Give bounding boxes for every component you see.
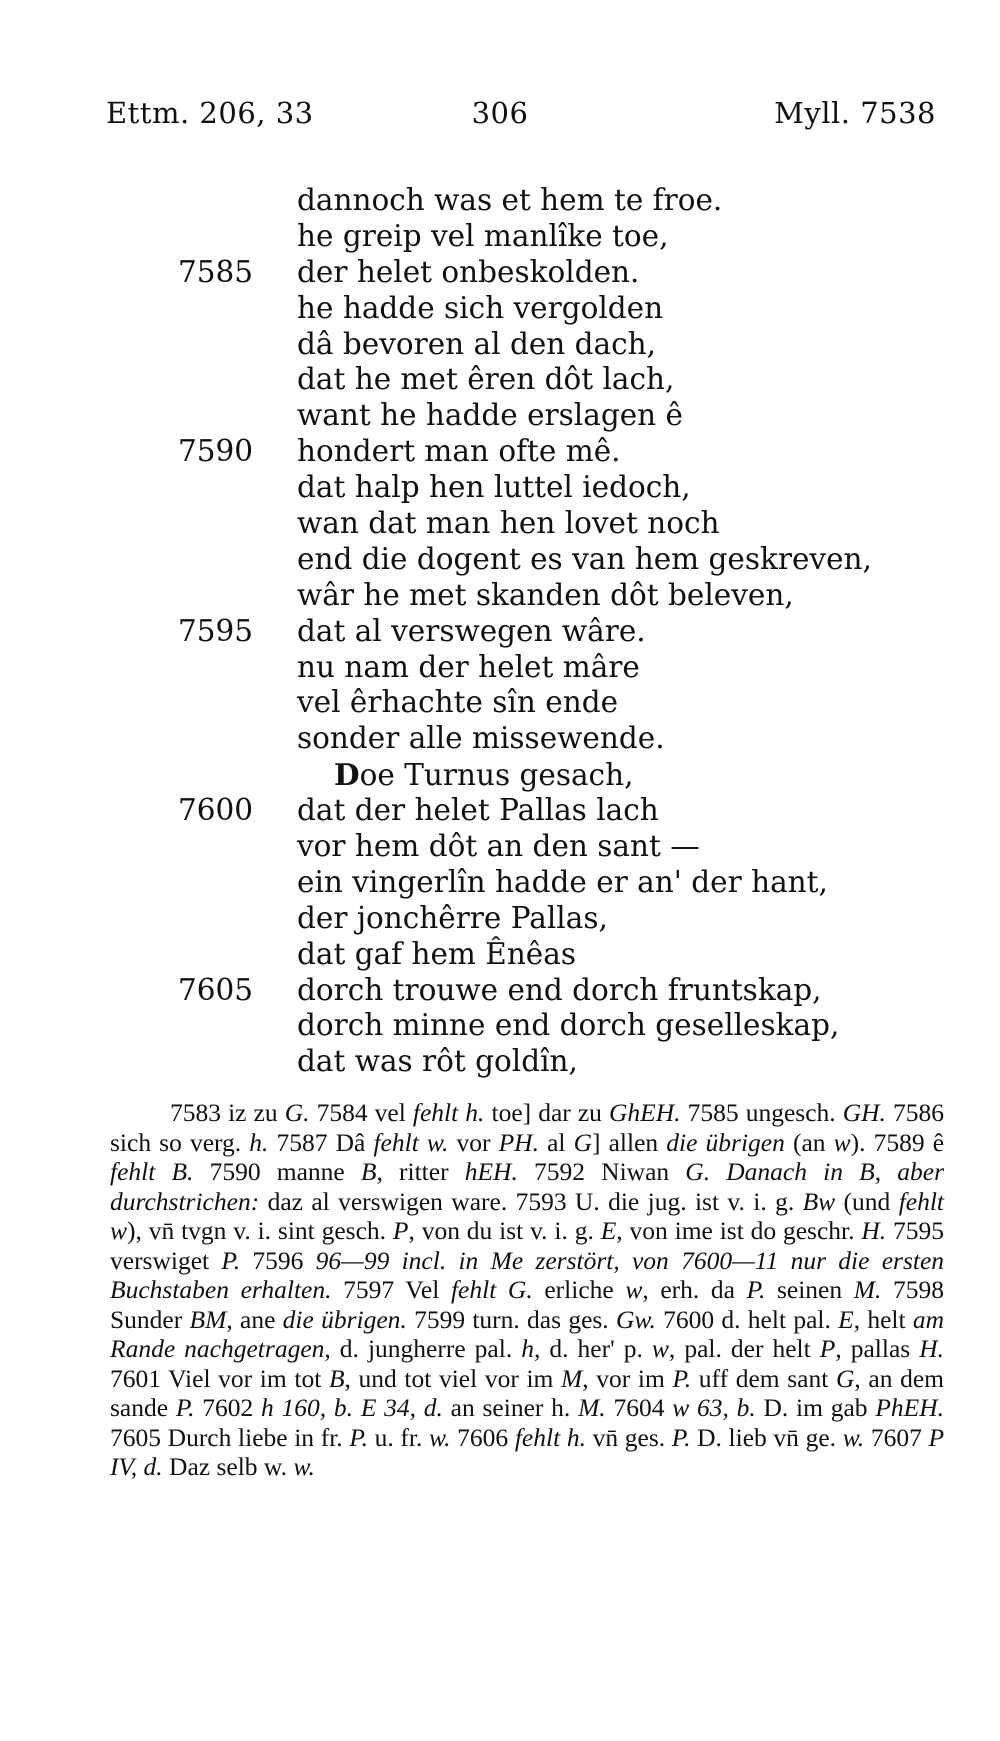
verse-line: [0, 650, 1000, 686]
verse-line: [0, 865, 1000, 901]
verse-line: [0, 291, 1000, 327]
verse-text-line: [334, 757, 633, 792]
verse-text-line: dorch minne end dorch geselleskap,: [297, 1008, 840, 1043]
verse-line: [0, 506, 1000, 542]
verse-text-line: dorch trouwe end dorch fruntskap,: [297, 972, 822, 1007]
verse-text-line: wan dat man hen lovet noch: [297, 506, 720, 541]
page-number: 306: [471, 96, 529, 130]
verse-line: [0, 327, 1000, 363]
verse-line: [0, 937, 1000, 973]
verse-line: [0, 973, 1000, 1009]
verse-text-line: dat he met êren dôt lach,: [297, 362, 675, 397]
verse-line: [0, 901, 1000, 937]
line-number: 7600: [178, 793, 254, 828]
verse-line: [0, 542, 1000, 578]
verse-line: [0, 434, 1000, 470]
line-number: 7590: [178, 434, 254, 469]
verse-text-line: ein vingerlîn hadde er an' der hant,: [297, 864, 828, 899]
verse-text-line: he greip vel manlîke toe,: [297, 218, 669, 253]
verse-line: [0, 721, 1000, 757]
verse-text-line: vor hem dôt an den sant —: [297, 829, 700, 864]
verse-line: [0, 614, 1000, 650]
verse-text-line: dat gaf hem Ênêas: [297, 936, 576, 971]
verse-line: [0, 793, 1000, 829]
verse-line: [0, 578, 1000, 614]
initial-capital: D: [334, 757, 360, 793]
verse-text-line: dannoch was et hem te froe.: [297, 183, 723, 217]
verse-line: [0, 757, 1000, 793]
line-number: 7585: [178, 254, 254, 289]
verse-line: [0, 685, 1000, 721]
verse-text-rest: oe Turnus gesach,: [359, 758, 634, 793]
verse-line: [0, 1044, 1000, 1080]
verse-text-line: sonder alle missewende.: [297, 721, 665, 756]
verse-text-line: dat halp hen luttel iedoch,: [297, 470, 691, 505]
line-number: 7605: [178, 972, 254, 1007]
verse-text-line: want he hadde erslagen ê: [297, 398, 683, 433]
verse-text-line: he hadde sich vergolden: [297, 290, 664, 325]
critical-apparatus: [110, 1098, 944, 1482]
verse-text-line: wâr he met skanden dôt beleven,: [297, 577, 794, 612]
verse-text-line: dat der helet Pallas lach: [297, 793, 659, 828]
verse-text-line: end die dogent es van hem geskreven,: [297, 541, 872, 576]
verse-text-line: hondert man ofte mê.: [297, 434, 621, 469]
verse-line: [0, 255, 1000, 291]
verse-text-line: dâ bevoren al den dach,: [297, 326, 657, 361]
line-number: 7595: [178, 613, 254, 648]
verse-line: [0, 398, 1000, 434]
verse-line: [0, 1008, 1000, 1044]
verse-line: [0, 183, 1000, 219]
running-head-left: Ettm. 206, 33: [106, 96, 314, 130]
running-head-right: Myll. 7538: [774, 96, 936, 130]
verse-line: [0, 470, 1000, 506]
verse-text-line: vel êrhachte sîn ende: [297, 685, 619, 720]
verse-text-line: der jonchêrre Pallas,: [297, 900, 608, 935]
verse-text-line: der helet onbeskolden.: [297, 254, 640, 289]
apparatus-paragraph: 7583 iz zu G. 7584 vel fehlt h. toe] dar zu GhEH. 7585 ungesch. GH. 7586 sich so verg. h. 7587 Dâ fehlt w. vor PH. al G] allen die übrigen (an w). 7589 ê fehlt B. 7590 manne B, ritter hEH. 7592 Niwan G. Danach in B, aber durchstrichen: daz al verswigen ware. 7593 U. die jug. ist v. i. g. Bw (und fehlt w), vn̄ tvgn v. i. sint gesch. P, von du ist v. i. g. E, von ime ist do geschr. H. 7595 verswiget P. 7596 96—99 incl. in Me zerstört, von 7600—11 nur die ersten Buchstaben erhalten. 7597 Vel fehlt G. erliche w, erh. da P. seinen M. 7598 Sunder BM, ane die übrigen. 7599 turn. das ges. Gw. 7600 d. helt pal. E, helt am Rande nachgetragen, d. jungherre pal. h, d. her' p. w, pal. der helt P, pallas H. 7601 Viel vor im tot B, und tot viel vor im M, vor im P. uff dem sant G, an dem sande P. 7602 h 160, b. E 34, d. an seiner h. M. 7604 w 63, b. D. im gab PhEH. 7605 Durch liebe in fr. P. u. fr. w. 7606 fehlt h. vn̄ ges. P. D. lieb vn̄ ge. w. 7607 P IV, d. Daz selb w. w.: [110, 1098, 945, 1481]
verse-text-line: dat al verswegen wâre.: [297, 613, 646, 648]
verse-text: [0, 183, 1000, 1080]
verse-line: [0, 362, 1000, 398]
verse-text-line: nu nam der helet mâre: [297, 649, 640, 684]
verse-line: [0, 219, 1000, 255]
verse-line: [0, 829, 1000, 865]
verse-text-line: dat was rôt goldîn,: [297, 1044, 578, 1079]
